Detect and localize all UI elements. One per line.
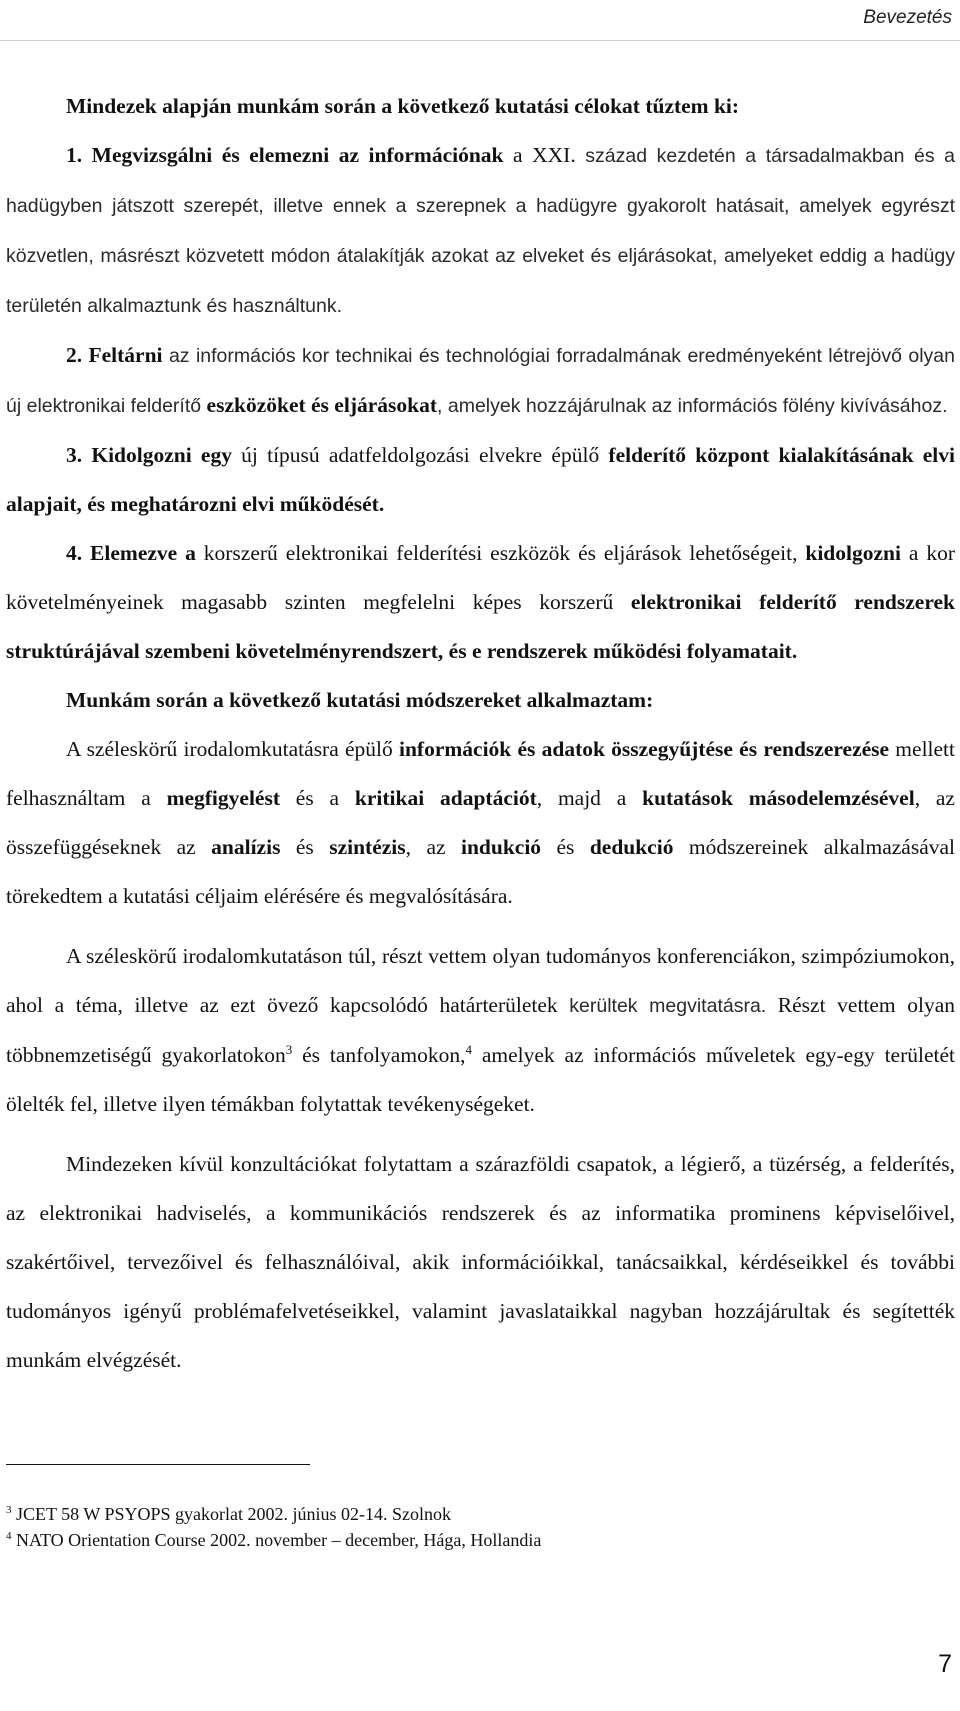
methods-text-1: A széleskörű irodalomkutatásra épülő — [66, 737, 399, 761]
goal-1 — [6, 131, 955, 331]
conference-paragraph — [6, 932, 955, 1129]
methods-text-6: és — [280, 835, 330, 859]
methods-heading — [6, 676, 955, 725]
methods-text-4: , majd a — [536, 786, 643, 810]
conference-text-2: Részt vettem olyan többnemzetiségű gyakorlatokon — [6, 993, 955, 1067]
footnote-4 — [6, 1527, 955, 1553]
goal-2-text-2: , amelyek hozzájárulnak az információs fölény kivívásához. — [437, 395, 948, 417]
methods-text-9: módszereinek alkalmazásával törekedtem a kutatási céljaim elérésére és megvalósítására. — [6, 835, 955, 908]
header-title: Bevezetés — [863, 7, 952, 28]
consultation-text: Mindezeken kívül konzultációkat folytattam a szárazföldi csapatok, a légierő, a tüzérség, a felderítés, az elektronikai hadviselés, a kommunikációs rendszerek és az informatika prominens képviselőivel, szakértőivel, tervezőivel és felhasználóival, akik információikkal, tanácsaikkal, kérdéseikkel és további tudományos igényű problémafelvetéseikkel, valamint javaslataikkal nagyban hozzájárultak és segítették munkám elvégzését. — [6, 1152, 955, 1372]
footnote-3-mark: 3 — [6, 1504, 12, 1516]
methods-bold-7: indukció — [460, 835, 542, 859]
methods-text-8: és — [541, 835, 590, 859]
methods-text-2: mellett felhasználtam a — [6, 737, 956, 810]
goal-2-number: 2. — [66, 343, 83, 367]
methods-bold-5: analízis — [211, 835, 281, 859]
methods-bold-4: kutatások másodelemzésével — [642, 786, 915, 810]
footnote-ref-3[interactable]: 3 — [285, 1041, 293, 1057]
conference-text-sans: kerültek megvitatásra. — [569, 995, 767, 1017]
body-text — [6, 82, 955, 1385]
consultation-paragraph — [6, 1140, 955, 1385]
goal-3-number: 3. — [66, 443, 83, 467]
goal-4 — [6, 529, 955, 676]
goal-4-text-2: a kor követelményeinek magasabb szinten megfelelni képes korszerű — [6, 541, 955, 614]
goal-2-bold-2: eszközöket és eljárásokat — [206, 393, 438, 417]
goal-3 — [6, 431, 955, 529]
intro-paragraph — [6, 82, 955, 131]
footnote-3 — [6, 1501, 955, 1527]
footnote-4-text: NATO Orientation Course 2002. november – december, Hága, Hollandia — [16, 1530, 542, 1550]
goal-1-bold: Megvizsgálni és elemezni az információnak — [91, 143, 504, 167]
methods-bold-1: információk és adatok összegyűjtése és rendszerezése — [398, 737, 890, 761]
goal-4-bold-3: elektronikai felderítő rendszerek struktúrájával szembeni követelményrendszert, és e rendszerek működési folyamatait. — [6, 590, 955, 663]
footnote-3-text: JCET 58 W PSYOPS gyakorlat 2002. június 02-14. Szolnok — [16, 1504, 452, 1524]
goal-1-number: 1. — [66, 143, 83, 167]
conference-text-4: amelyek az információs műveletek egy-egy területét ölelték fel, illetve ilyen témákban folytattak tevékenységeket. — [6, 1043, 956, 1116]
footnote-rule — [6, 1464, 310, 1465]
goal-4-number: 4. — [66, 541, 83, 565]
intro-text: Mindezek alapján munkám során a következő kutatási célokat tűztem ki: — [66, 94, 740, 118]
goal-1-xxi: a XXI. — [513, 143, 576, 167]
goal-1-text: század kezdetén a társadalmakban és a hadügyben játszott szerepét, illetve ennek a szerepnek a hadügyre gyakorolt hatásait, amelyek egyrészt közvetlen, másrészt közvetett módon átalakítják azokat az elveket és eljárásokat, amelyeket eddig a hadügy területén alkalmaztunk és használtunk. — [6, 145, 956, 317]
goal-2 — [6, 331, 955, 431]
footnote-ref-4[interactable]: 4 — [465, 1041, 472, 1057]
goal-4-text-1: korszerű elektronikai felderítési eszközök és eljárások lehetőségeit, — [195, 541, 806, 565]
methods-bold-8: dedukció — [589, 835, 674, 859]
conference-text-3: és tanfolyamokon, — [292, 1043, 466, 1067]
methods-bold-3: kritikai adaptációt — [354, 786, 537, 810]
footnote-4-mark: 4 — [6, 1530, 12, 1542]
goal-4-bold-1: Elemezve a — [90, 541, 196, 565]
goal-3-bold-1: Kidolgozni egy — [91, 443, 232, 467]
goal-2-bold-1: Feltárni — [88, 343, 163, 367]
methods-paragraph — [6, 725, 955, 921]
methods-bold-6: szintézis — [329, 835, 406, 859]
methods-text-5: , az összefüggéseknek az — [6, 786, 955, 859]
methods-heading-text: Munkám során a következő kutatási módszereket alkalmaztam: — [66, 688, 654, 712]
goal-3-bold-2: felderítő központ kialakításának elvi alapjait, és meghatározni elvi működését. — [6, 443, 955, 516]
goal-4-bold-2: kidolgozni — [805, 541, 901, 565]
goal-2-text-1: az információs kor technikai és technológiai forradalmának eredményeként létrejövő olyan új elektronikai felderítő — [6, 345, 955, 417]
running-header — [0, 0, 960, 41]
methods-bold-2: megfigyelést — [166, 786, 280, 810]
footnotes — [6, 1464, 955, 1553]
page-number: 7 — [938, 1650, 952, 1678]
methods-text-3: és a — [279, 786, 355, 810]
goal-3-text-1: új típusú adatfeldolgozási elvekre épülő — [231, 443, 609, 467]
methods-text-7: , az — [405, 835, 461, 859]
conference-text-1: A széleskörű irodalomkutatáson túl, részt vettem olyan tudományos konferenciákon, szimpóziumokon, ahol a téma, illetve az ezt övező kapcsolódó határterületek — [6, 944, 955, 1017]
